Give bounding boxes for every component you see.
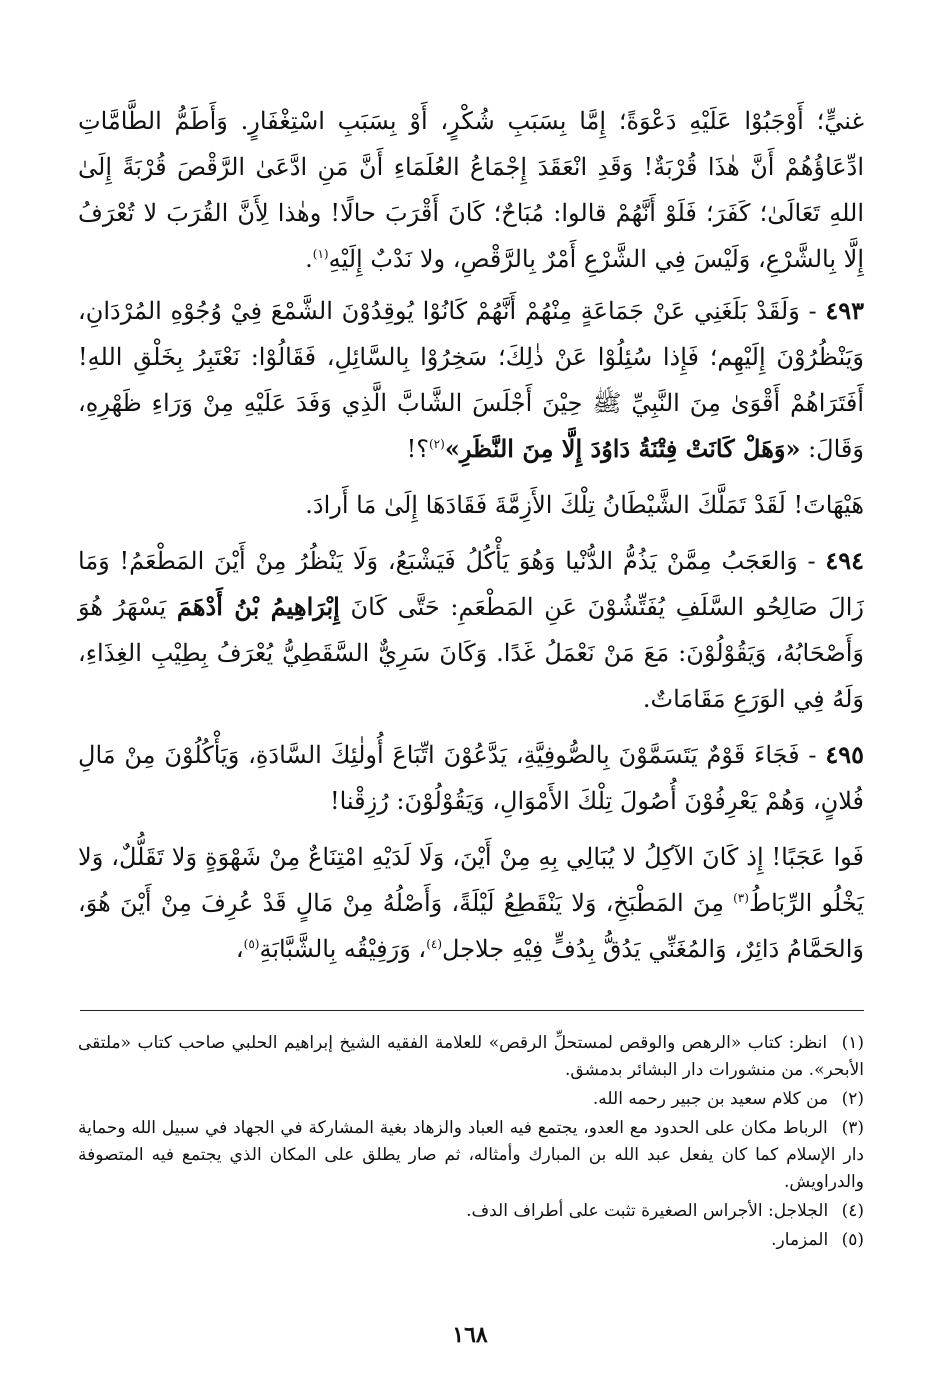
- paragraph-495b-part1: فَوا عَجَبًا! إِذ كَانَ الآكِلُ لا يُبَالِي بِهِ مِنْ أَيْنَ، وَلَا لَدَيْهِ امْتِنَاعٌ مِنْ شَهْوَةٍ وَلا تَقَلُّلٌ، وَلا يَخْلُو الرِّبَاطُ: [78, 843, 865, 917]
- paragraph-493-continued: [78, 482, 864, 528]
- footnote-number: (٣): [841, 1118, 864, 1138]
- paragraph-495-continued: فَوا عَجَبًا! إِذ كَانَ الآكِلُ لا يُبَالِي بِهِ مِنْ أَيْنَ، وَلَا لَدَيْهِ امْتِنَاعٌ مِنْ شَهْوَةٍ وَلا تَقَلُّلٌ، وَلا يَخْلُو الرِّبَاطُ$^{(٣)}$ مِنَ المَطْبَخِ، وَلا يَنْقَطِعُ لَيْلَةً، وَأَصْلُهُ مِنْ مَالٍ قَدْ عُرِفَ مِنْ أَيْنَ هُوَ، وَالحَمَّامُ دَائِرٌ، وَالمُغَنِّي يَدُقُّ بِدُفٍّ فِيْهِ جلاجل$^{(٤)}$، وَرَفِيْقُه بِالشَّبَّابَةِ$^{(٥)}$،: [78, 843, 865, 963]
- paragraph-494-text: وَالعَجَبُ مِمَّنْ يَذُمُّ الدُّنْيا وَهُوَ يَأْكُلُ فَيَشْبَعُ، وَلَا يَنْظُرُ مِنْ أَيْنَ المَطْعَمُ! وَمَا زَالَ صَالِحُو السَّلَفِ يُفَتِّشُوْنَ عَنِ المَطْعَمِ: حَتَّى كَانَ: [78, 547, 864, 621]
- footnote-ref-4[interactable]: (٤): [426, 937, 443, 951]
- footnote-4: [78, 1198, 864, 1225]
- paragraph-494: ٤٩٤ - وَالعَجَبُ مِمَّنْ يَذُمُّ الدُّنْيا وَهُوَ يَأْكُلُ فَيَشْبَعُ، وَلَا يَنْظُرُ مِنْ أَيْنَ المَطْعَمُ! وَمَا زَالَ صَالِحُو السَّلَفِ يُفَتِّشُوْنَ عَنِ المَطْعَمِ: حَتَّى كَانَ إِبْرَاهِيمُ بْنُ أَدْهَمَ يَسْهَرُ هُوَ وَأَصْحَابُهُ، وَيَقُوْلُوْنَ: مَعَ مَنْ نَعْمَلُ غَدًا. وَكَانَ سَرِيٌّ السَّقَطِيُّ يُعْرَفُ بِطِيْبِ الغِذَاءِ، وَلَهُ فِي الوَرَعِ مَقَامَاتٌ.: [78, 546, 864, 713]
- paragraph-intro: غنيٍّ؛ أَوْجَبُوْا عَلَيْهِ دَعْوَةً؛ إِمَّا بِسَبَبِ شُكْرٍ، أَوْ بِسَبَبِ اسْتِغْفَارٍ. وَأَطَمُّ الطَّامَّاتِ ادِّعَاؤُهُمْ أَنَّ هٰذَا قُرْبَةٌ! وَقَدِ انْعَقَدَ إِجْمَاعُ العُلَمَاءِ أَنَّ مَنِ ادَّعَىٰ الرَّقْصَ قُرْبَةً إِلَىٰ اللهِ تَعَالَىٰ؛ كَفَرَ؛ فَلَوْ أَنَّهُمْ قالوا: مُبَاحٌ؛ كَانَ أَقْرَبَ حالًا! وهٰذا لِأَنَّ القُرَبَ لا تُعْرَفُ إِلَّا بِالشَّرْعِ، وَلَيْسَ فِي الشَّرْعِ أَمْرٌ بِالرَّقْصِ، ولا نَدْبٌ إِلَيْهِ$^{(١)}$.: [78, 107, 864, 273]
- paragraph-number-494: ٤٩٤: [825, 546, 864, 575]
- footnote-text: المزمار.: [771, 1230, 829, 1250]
- intro-text: غنيٍّ؛ أَوْجَبُوْا عَلَيْهِ دَعْوَةً؛ إِمَّا بِسَبَبِ شُكْرٍ، أَوْ بِسَبَبِ اسْتِغْفَارٍ. وَأَطَمُّ الطَّامَّاتِ ادِّعَاؤُهُمْ أَنَّ هٰذَا قُرْبَةٌ! وَقَدِ انْعَقَدَ إِجْمَاعُ العُلَمَاءِ أَنَّ مَنِ ادَّعَىٰ الرَّقْصَ قُرْبَةً إِلَىٰ اللهِ تَعَالَىٰ؛ كَفَرَ؛ فَلَوْ أَنَّهُمْ قالوا: مُبَاحٌ؛ كَانَ أَقْرَبَ حالًا! وهٰذا لِأَنَّ القُرَبَ لا تُعْرَفُ إِلَّا بِالشَّرْعِ، وَلَيْسَ فِي الشَّرْعِ أَمْرٌ بِالرَّقْصِ، ولا نَدْبٌ إِلَيْهِ: [78, 107, 864, 273]
- footnote-ref-1[interactable]: (١): [312, 247, 329, 261]
- hadith-quote: «وَهَلْ كَانَتْ فِتْنَةُ دَاوُدَ إِلَّا مِنَ النَّظَرِ»: [444, 434, 801, 463]
- footnote-1: [78, 1030, 864, 1084]
- page-number: ١٦٨: [452, 1322, 488, 1348]
- page-body: [78, 98, 864, 982]
- footnote-number: (٤): [841, 1201, 864, 1221]
- paragraph-495: ٤٩٥ - فَجَاءَ قَوْمٌ يَتَسَمَّوْنَ بِالصُّوفِيَّةِ، يَدَّعُوْنَ اتِّبَاعَ أُولٰئِكَ السَّادَةِ، وَيَأْكُلُوْنَ مِنْ مَالِ فُلانٍ، وَهُمْ يَعْرِفُوْنَ أُصُولَ تِلْكَ الأَمْوَالِ، وَيَقُوْلُوْنَ: رُزِقْنا!: [78, 740, 864, 815]
- footnote-ref-2[interactable]: (٢): [428, 437, 445, 451]
- footnote-number: (٢): [841, 1089, 864, 1109]
- footnote-text: الرباط مكان على الحدود مع العدو، يجتمع فيه العباد والزهاد بغية المشاركة في الجهاد في سبيل الله وحماية دار الإسلام كما كان يفعل عبد الله بن المبارك وأمثاله، ثم صار يطلق على المكان الذي يجتمع فيه المتصوفة والدراويش.: [78, 1118, 864, 1192]
- paragraph-495b-part2: مِنَ المَطْبَخِ، وَلا يَنْقَطِعُ لَيْلَةً، وَأَصْلُهُ مِنْ مَالٍ قَدْ عُرِفَ مِنْ أَيْنَ هُوَ، وَالحَمَّامُ دَائِرٌ، وَالمُغَنِّي يَدُقُّ بِدُفٍّ فِيْهِ جلاجل: [78, 889, 864, 963]
- person-name: إِبْرَاهِيمُ بْنُ أَدْهَمَ: [176, 592, 340, 621]
- paragraph-495-text: فَجَاءَ قَوْمٌ يَتَسَمَّوْنَ بِالصُّوفِيَّةِ، يَدَّعُوْنَ اتِّبَاعَ أُولٰئِكَ السَّادَةِ، وَيَأْكُلُوْنَ مِنْ مَالِ فُلانٍ، وَهُمْ يَعْرِفُوْنَ أُصُولَ تِلْكَ الأَمْوَالِ، وَيَقُوْلُوْنَ: رُزِقْنا!: [78, 741, 864, 815]
- footnote-ref-3[interactable]: (٣): [733, 891, 749, 905]
- paragraph-number-493: ٤٩٣: [825, 296, 864, 325]
- footnote-number: (٥): [841, 1230, 864, 1250]
- footnote-text: من كلام سعيد بن جبير رحمه الله.: [592, 1089, 829, 1109]
- footnote-number: (١): [841, 1033, 864, 1053]
- footnotes-section: [78, 1030, 864, 1256]
- footnote-2: [78, 1086, 864, 1113]
- footnote-divider: [80, 1010, 864, 1011]
- footnote-text: انظر: كتاب «الرهص والوقص لمستحلِّ الرقص» للعلامة الفقيه الشيخ إبراهيم الحلبي صاحب كتاب «ملتقى الأبحر». من منشورات دار البشائر بدمشق.: [78, 1033, 864, 1080]
- footnote-3: [78, 1115, 864, 1196]
- paragraph-495b-part3: ، وَرَفِيْقُه بِالشَّبَّابَةِ: [259, 935, 427, 963]
- footnote-text: الجلاجل: الأجراس الصغيرة تثبت على أطراف الدف.: [466, 1201, 829, 1221]
- footnote-5: [78, 1227, 864, 1254]
- paragraph-number-495: ٤٩٥: [825, 740, 864, 769]
- footnote-ref-5[interactable]: (٥): [243, 937, 260, 951]
- paragraph-493-text: وَلَقَدْ بَلَغَنِي عَنْ جَمَاعَةٍ مِنْهُمْ أَنَّهُمْ كَانُوْا يُوقِدُوْنَ الشَّمْعَ فِيْ وُجُوْهِ المُرْدَانِ، وَيَنْظُرُوْنَ إِلَيْهِم؛ فَإِذا سُئِلُوْا عَنْ ذٰلِكَ؛ سَخِرُوْا بِالسَّائِلِ، فَقَالُوْا: نَعْتَبِرُ بِخَلْقِ اللهِ! أَفَتَرَاهُمْ أَقْوَىٰ مِنَ النَّبِيِّ ﷺ حِيْنَ أَجْلَسَ الشَّابَّ الَّذِي وَفَدَ عَلَيْهِ مِنْ وَرَاءِ ظَهْرِهِ، وَقَالَ:: [78, 297, 864, 463]
- paragraph-494-text-2: يَسْهَرُ هُوَ وَأَصْحَابُهُ، وَيَقُوْلُوْنَ: مَعَ مَنْ نَعْمَلُ غَدًا. وَكَانَ سَرِيٌّ السَّقَطِيُّ يُعْرَفُ بِطِيْبِ الغِذَاءِ، وَلَهُ فِي الوَرَعِ مَقَامَاتٌ.: [78, 593, 864, 713]
- paragraph-493b-text: هَيْهَاتَ! لَقَدْ تَمَلَّكَ الشَّيْطَانُ تِلْكَ الأَزِمَّةَ فَقَادَهَا إِلَىٰ مَا أَرادَ.: [305, 491, 864, 519]
- paragraph-493: ٤٩٣ - وَلَقَدْ بَلَغَنِي عَنْ جَمَاعَةٍ مِنْهُمْ أَنَّهُمْ كَانُوْا يُوقِدُوْنَ الشَّمْعَ فِيْ وُجُوْهِ المُرْدَانِ، وَيَنْظُرُوْنَ إِلَيْهِم؛ فَإِذا سُئِلُوْا عَنْ ذٰلِكَ؛ سَخِرُوْا بِالسَّائِلِ، فَقَالُوْا: نَعْتَبِرُ بِخَلْقِ اللهِ! أَفَتَرَاهُمْ أَقْوَىٰ مِنَ النَّبِيِّ ﷺ حِيْنَ أَجْلَسَ الشَّابَّ الَّذِي وَفَدَ عَلَيْهِ مِنْ وَرَاءِ ظَهْرِهِ، وَقَالَ: «وَهَلْ كَانَتْ فِتْنَةُ دَاوُدَ إِلَّا مِنَ النَّظَرِ»$^{(٢)}$؟!: [78, 296, 864, 463]
